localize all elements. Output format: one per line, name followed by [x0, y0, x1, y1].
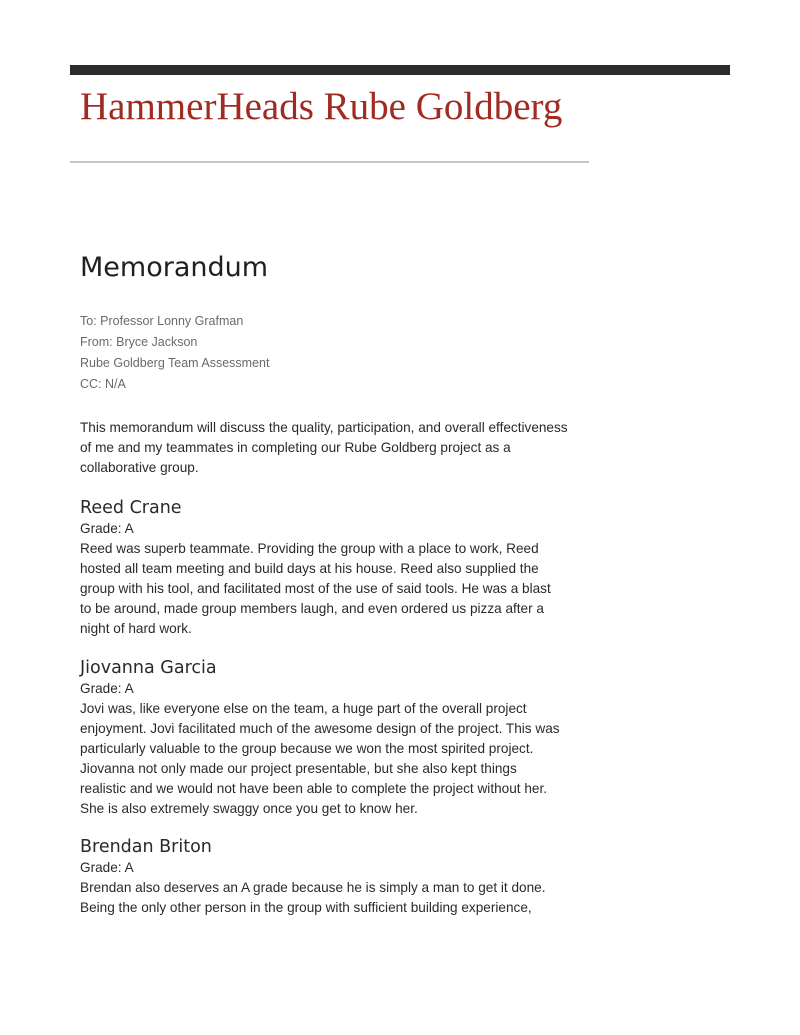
header-rule — [70, 65, 730, 75]
member-grade: Grade: A — [80, 521, 134, 536]
member-section-jiovanna-garcia — [80, 657, 600, 819]
member-grade: Grade: A — [80, 681, 134, 696]
member-assessment — [80, 539, 600, 639]
intro-paragraph: This memorandum will discuss the quality, participation, and overall effectiveness of me and my teammates in completing our Rube Goldberg project as a collaborative group. — [80, 420, 568, 475]
assessment-line: night of hard work. — [80, 621, 192, 636]
assessment-line: particularly valuable to the group because we won the most spirited project. — [80, 741, 534, 756]
assessment-line: She is also extremely swaggy once you get to know her. — [80, 801, 418, 816]
member-name: Jiovanna Garcia — [80, 658, 217, 678]
member-section-brendan-briton — [80, 836, 600, 918]
memo-heading: Memorandum — [80, 252, 269, 283]
assessment-line: Jovi was, like everyone else on the team, a huge part of the overall project — [80, 701, 527, 716]
assessment-line: Jiovanna not only made our project presentable, but she also kept things — [80, 761, 517, 776]
memo-meta — [80, 311, 269, 395]
assessment-line: to be around, made group members laugh, and even ordered us pizza after a — [80, 601, 544, 616]
memo-cc: CC: N/A — [80, 377, 126, 391]
title-divider — [70, 161, 589, 163]
assessment-line: realistic and we would not have been able to complete the project without her. — [80, 781, 548, 796]
assessment-line: Reed was superb teammate. Providing the group with a place to work, Reed — [80, 541, 539, 556]
assessment-line: Being the only other person in the group with sufficient building experience, — [80, 900, 532, 915]
assessment-line: enjoyment. Jovi facilitated much of the awesome design of the project. This was — [80, 721, 560, 736]
member-assessment — [80, 878, 600, 918]
member-section-reed-crane — [80, 497, 600, 639]
memo-subject: Rube Goldberg Team Assessment — [80, 356, 270, 370]
member-assessment — [80, 699, 600, 819]
assessment-line: hosted all team meeting and build days at his house. Reed also supplied the — [80, 561, 539, 576]
member-name: Reed Crane — [80, 498, 182, 518]
memo-from: From: Bryce Jackson — [80, 335, 198, 349]
memo-to: To: Professor Lonny Grafman — [80, 314, 244, 328]
assessment-line: group with his tool, and facilitated most of the use of said tools. He was a blast — [80, 581, 551, 596]
member-name: Brendan Briton — [80, 837, 212, 857]
company-title: HammerHeads Rube Goldberg — [80, 85, 563, 128]
assessment-line: Brendan also deserves an A grade because he is simply a man to get it done. — [80, 880, 546, 895]
member-grade: Grade: A — [80, 860, 134, 875]
